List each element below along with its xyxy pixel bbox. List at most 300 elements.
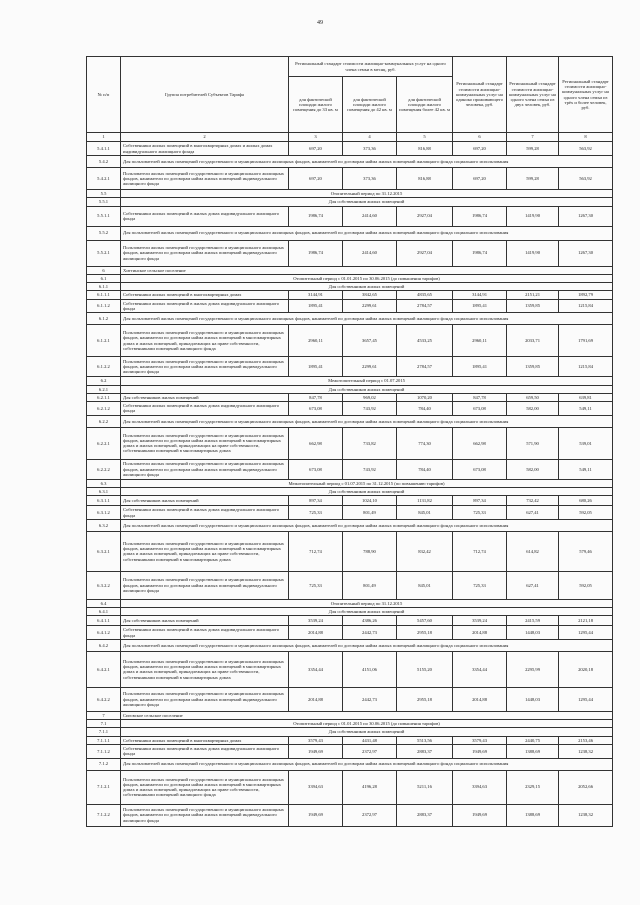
table-row (87, 266, 613, 274)
row-number: 6.2.1 (87, 385, 121, 393)
row-value: 788,90 (343, 531, 397, 571)
row-number: 6.1.2.2 (87, 357, 121, 377)
row-number: 6.4.1 (87, 608, 121, 616)
row-value: 373,36 (343, 142, 397, 156)
row-value: 673,08 (289, 402, 343, 416)
row-value: 659,50 (507, 393, 559, 401)
row-number: 7.1.1.2 (87, 745, 121, 759)
row-group-label: Пользователи жилых помещений государственного и муниципального жилищных фондов, наниматели по договорам найма жилых помещений в многоквартирных домах и жилых помещений, принадлежащих на праве собственности, собственниками помещений в многоквартирных домах (121, 531, 289, 571)
row-value: 816,88 (397, 142, 453, 156)
row-value: 733,82 (343, 427, 397, 459)
header-regional-standard: Региональный стандарт стоимости жилищно-коммунальных услуг на одного члена семьи в месяц, руб. (289, 57, 453, 77)
row-value: 897,34 (289, 496, 343, 506)
row-value: 614,82 (507, 531, 559, 571)
section-label: Для собственников жилых помещений (121, 608, 613, 616)
table-row (87, 758, 613, 770)
row-number: 6.1.2 (87, 313, 121, 325)
row-number: 5.5 (87, 190, 121, 198)
section-label: Для собственников жилых помещений (121, 385, 613, 393)
row-value: 3394,63 (453, 770, 507, 804)
table-row (87, 168, 613, 190)
section-title: Хиттинское сельское поселение (121, 266, 613, 274)
row-value: 1986,74 (289, 240, 343, 266)
table-row (87, 599, 613, 607)
row-number: 7.1.2 (87, 758, 121, 770)
row-value: 3354,44 (453, 651, 507, 687)
header-group: Группа потребителей Субъектов Тарифа (121, 57, 289, 133)
section-label: Для собственников жилых помещений (121, 283, 613, 291)
row-value: 1215,84 (559, 357, 613, 377)
table-row (87, 274, 613, 282)
row-number: 6.3.1.1 (87, 496, 121, 506)
row-group-label: Собственники жилых помещений в многоквартирных домах (121, 291, 289, 299)
row-value: 2960,11 (289, 325, 343, 357)
row-group-label: Пользователи жилых помещений государственного и муниципального жилищных фондов, наниматели по договорам найма жилых помещений индивидуального жилищного фонда (121, 459, 289, 479)
table-row (87, 626, 613, 640)
column-number: 4 (343, 133, 397, 142)
row-value: 563,92 (559, 142, 613, 156)
row-value: 4533,25 (397, 325, 453, 357)
row-value: 4196,28 (343, 770, 397, 804)
row-value: 2960,11 (453, 325, 507, 357)
row-value: 627,41 (507, 506, 559, 520)
row-value: 4431,48 (343, 736, 397, 744)
row-number: 6.4.1.1 (87, 616, 121, 626)
table-row (87, 459, 613, 479)
row-value: 549,11 (559, 402, 613, 416)
table-row (87, 531, 613, 571)
row-value: 673,08 (453, 402, 507, 416)
table-row (87, 496, 613, 506)
row-number: 5.4.1.1 (87, 142, 121, 156)
row-value: 1895,41 (289, 299, 343, 313)
row-number: 7.1.2.2 (87, 804, 121, 826)
table-row (87, 479, 613, 487)
table-row (87, 291, 613, 299)
row-value: 563,92 (559, 168, 613, 190)
row-value: 2955,18 (397, 626, 453, 640)
row-value: 847,78 (289, 393, 343, 401)
section-label: Для собственников жилых помещений (121, 728, 613, 736)
row-value: 712,74 (453, 531, 507, 571)
row-value: 1359,85 (507, 357, 559, 377)
section-label: Для пользователей жилых помещений государственного и муниципального жилищных фондов, нанимателей по договорам найма жилых помещений жилищного фонда социального использования (121, 758, 613, 770)
row-value: 2414,60 (343, 240, 397, 266)
row-number: 6.3.1.2 (87, 506, 121, 520)
row-value: 1949,69 (289, 745, 343, 759)
column-number: 5 (397, 133, 453, 142)
row-value: 2020,18 (559, 651, 613, 687)
row-value: 697,20 (289, 168, 343, 190)
row-value: 897,34 (453, 496, 507, 506)
table-row (87, 711, 613, 719)
row-number: 6.1.1.1 (87, 291, 121, 299)
table-row (87, 519, 613, 531)
table-row (87, 728, 613, 736)
table-row (87, 402, 613, 416)
header-c7: Региональный стандарт стоимости жилищно-коммунальных услуг на одного члена семьи из двух человек, руб. (507, 57, 559, 133)
page-number: 49 (317, 20, 323, 26)
column-number: 1 (87, 133, 121, 142)
row-value: 801,49 (343, 571, 397, 599)
row-value: 2014,88 (453, 626, 507, 640)
table-row (87, 616, 613, 626)
row-value: 2299,61 (343, 357, 397, 377)
row-value: 845,01 (397, 571, 453, 599)
row-value: 774,30 (397, 427, 453, 459)
row-value: 1949,69 (453, 804, 507, 826)
table-row (87, 198, 613, 206)
section-label: Для пользователей жилых помещений государственного и муниципального жилищных фондов, нанимателей по договорам найма жилых помещений жилищного фонда социального использования (121, 519, 613, 531)
table-row (87, 804, 613, 826)
row-value: 3579,43 (289, 736, 343, 744)
row-value: 2927,04 (397, 206, 453, 226)
row-number: 5.5.2 (87, 226, 121, 240)
row-value: 549,11 (559, 459, 613, 479)
header-c4: для фактической площади жилого помещения до 42 кв. м (343, 77, 397, 133)
row-group-label: Собственники жилых помещений в многоквартирных домах (121, 736, 289, 744)
row-group-label: Для собственников жилых помещений (121, 496, 289, 506)
row-group-label: Пользователи жилых помещений государственного и муниципального жилищных фондов, наниматели по договорам найма жилых помещений индивидуального жилищного фонда (121, 240, 289, 266)
row-value: 801,49 (343, 506, 397, 520)
table-row (87, 427, 613, 459)
row-group-label: Пользователи жилых помещений государственного и муниципального жилищных фондов, наниматели по договорам найма жилых помещений в многоквартирных домах и жилых помещений, принадлежащих на праве собственности, собственниками помещений в многоквартирных домах (121, 427, 289, 459)
row-group-label: Собственники жилых помещений в жилых домах индивидуального жилищного фонда (121, 745, 289, 759)
row-number: 6.2.2.1 (87, 427, 121, 459)
row-value: 743,92 (343, 459, 397, 479)
section-label: Для пользователей жилых помещений государственного и муниципального жилищных фондов, нанимателей по договорам найма жилых помещений жилищного фонда социального использования (121, 156, 613, 168)
row-value: 1215,84 (559, 299, 613, 313)
row-value: 2883,37 (397, 804, 453, 826)
table-row (87, 608, 613, 616)
row-value: 2442,73 (343, 626, 397, 640)
row-value: 3539,24 (453, 616, 507, 626)
header-c5: для фактической площади жилого помещения более 42 кв. м (397, 77, 453, 133)
row-value: 4386,26 (343, 616, 397, 626)
column-number: 7 (507, 133, 559, 142)
row-value: 673,08 (453, 459, 507, 479)
row-group-label: Пользователи жилых помещений государственного и муниципального жилищных фондов, наниматели по договорам найма жилых помещений индивидуального жилищного фонда (121, 571, 289, 599)
row-value: 2014,88 (453, 687, 507, 711)
row-value: 725,33 (453, 506, 507, 520)
row-value: 3394,63 (289, 770, 343, 804)
row-value: 1238,32 (559, 804, 613, 826)
row-value: 732,42 (507, 496, 559, 506)
row-value: 1024,10 (343, 496, 397, 506)
row-group-label: Собственники жилых помещений в жилых домах индивидуального жилищного фонда (121, 299, 289, 313)
table-row (87, 506, 613, 520)
row-value: 1791,69 (559, 325, 613, 357)
row-value: 1267,30 (559, 206, 613, 226)
row-value: 373,36 (343, 168, 397, 190)
row-number: 6.4.2.1 (87, 651, 121, 687)
row-group-label: Собственники жилых помещений в жилых домах индивидуального жилищного фонда (121, 402, 289, 416)
row-group-label: Пользователи жилых помещений государственного и муниципального жилищных фондов, наниматели по договорам найма жилых помещений в многоквартирных домах и жилых помещений, принадлежащих на праве собственности, собственниками помещений жилищного фонда (121, 770, 289, 804)
row-value: 2440,75 (507, 736, 559, 744)
row-value: 1295,44 (559, 626, 613, 640)
row-value: 784,40 (397, 459, 453, 479)
row-value: 2151,21 (507, 291, 559, 299)
table-row (87, 313, 613, 325)
row-number: 6.3.2.2 (87, 571, 121, 599)
row-value: 680,26 (559, 496, 613, 506)
row-value: 3144,91 (453, 291, 507, 299)
row-value: 673,08 (289, 459, 343, 479)
row-number: 6 (87, 266, 121, 274)
table-row (87, 571, 613, 599)
row-value: 592,05 (559, 571, 613, 599)
row-value: 599,28 (507, 142, 559, 156)
row-number: 6.3.2 (87, 519, 121, 531)
row-number: 6.2.2.2 (87, 459, 121, 479)
column-number: 6 (453, 133, 507, 142)
row-group-label: Пользователи жилых помещений государственного и муниципального жилищных фондов, наниматели по договорам найма жилых помещений в многоквартирных домах и жилых помещений, принадлежащих на праве собственности, собственниками помещений жилищного фонда (121, 325, 289, 357)
row-number: 6.3.1 (87, 487, 121, 495)
row-value: 1986,74 (289, 206, 343, 226)
row-value: 832,42 (397, 531, 453, 571)
tariff-table (86, 56, 613, 827)
row-value: 5513,56 (397, 736, 453, 744)
row-value: 2955,18 (397, 687, 453, 711)
row-value: 697,20 (453, 142, 507, 156)
row-value: 3579,43 (453, 736, 507, 744)
section-label: Отопительный период по 31.12.2015 (121, 599, 613, 607)
row-group-label: Для собственников жилых помещений (121, 393, 289, 401)
table-row (87, 377, 613, 385)
header-c6: Региональный стандарт стоимости жилищно-коммунальных услуг на одиноко проживающего человека, руб. (453, 57, 507, 133)
row-value: 582,00 (507, 402, 559, 416)
column-number: 3 (289, 133, 343, 142)
header-c8: Региональный стандарт стоимости жилищно-коммунальных услуг на одного члена семьи из трёх и более человек, руб. (559, 57, 613, 133)
table-row (87, 357, 613, 377)
row-value: 5211,16 (397, 770, 453, 804)
row-number: 7.1.2.1 (87, 770, 121, 804)
section-label: Отопительный период с 01.01.2015 по 30.06.2015 (до повышения тарифов) (121, 274, 613, 282)
row-number: 5.5.1.1 (87, 206, 121, 226)
row-value: 1949,69 (289, 804, 343, 826)
row-value: 1895,41 (289, 357, 343, 377)
row-value: 1895,41 (453, 357, 507, 377)
row-value: 3842,65 (343, 291, 397, 299)
row-group-label: Собственники жилых помещений в многоквартирных домах и жилых домах индивидуального жилищного фонда (121, 142, 289, 156)
row-number: 6.4.2.2 (87, 687, 121, 711)
row-value: 2372,97 (343, 745, 397, 759)
section-label: Для пользователей жилых помещений государственного и муниципального жилищных фондов, нанимателей по договорам найма жилых помещений жилищного фонда социального использования (121, 313, 613, 325)
section-label: Межотопительный период с 01.07.2015 (121, 377, 613, 385)
row-value: 1419,90 (507, 240, 559, 266)
row-value: 2299,61 (343, 299, 397, 313)
row-value: 743,92 (343, 402, 397, 416)
row-number: 6.4 (87, 599, 121, 607)
section-label: Для пользователей жилых помещений государственного и муниципального жилищных фондов, нанимателей по договорам найма жилых помещений жилищного фонда социального использования (121, 226, 613, 240)
row-value: 2372,97 (343, 804, 397, 826)
row-value: 2442,73 (343, 687, 397, 711)
row-value: 3657,45 (343, 325, 397, 357)
row-value: 579,46 (559, 531, 613, 571)
row-number: 7.1.1 (87, 728, 121, 736)
row-value: 639,81 (559, 393, 613, 401)
row-value: 725,33 (289, 571, 343, 599)
row-number: 6.4.2 (87, 639, 121, 651)
row-group-label: Собственники жилых помещений в жилых домах индивидуального жилищного фонда (121, 626, 289, 640)
header-c3: для фактической площади жилого помещения до 33 кв. м (289, 77, 343, 133)
row-value: 3354,44 (289, 651, 343, 687)
row-value: 1448,03 (507, 687, 559, 711)
row-value: 1892,79 (559, 291, 613, 299)
row-number: 6.4.1.2 (87, 626, 121, 640)
row-number: 5.4.2 (87, 156, 121, 168)
table-row (87, 385, 613, 393)
row-value: 2033,71 (507, 325, 559, 357)
row-value: 2014,88 (289, 687, 343, 711)
table-body (87, 142, 613, 827)
table-row (87, 415, 613, 427)
row-value: 4835,65 (397, 291, 453, 299)
row-value: 1388,69 (507, 804, 559, 826)
row-value: 662,98 (289, 427, 343, 459)
row-value: 1359,85 (507, 299, 559, 313)
row-group-label: Пользователи жилых помещений государственного и муниципального жилищных фондов, наниматели по договорам найма жилых помещений индивидуального жилищного фонда (121, 687, 289, 711)
row-value: 1949,69 (453, 745, 507, 759)
row-value: 1419,90 (507, 206, 559, 226)
row-value: 599,28 (507, 168, 559, 190)
row-number: 6.2.1.2 (87, 402, 121, 416)
table-row (87, 651, 613, 687)
row-value: 662,98 (453, 427, 507, 459)
row-group-label: Собственники жилых помещений в жилых домах индивидуального жилищного фонда (121, 206, 289, 226)
row-value: 539,01 (559, 427, 613, 459)
row-value: 582,00 (507, 459, 559, 479)
row-number: 6.1.1 (87, 283, 121, 291)
section-label: Отопительный период с 01.01.2015 по 30.06.2015 (до повышения тарифов) (121, 720, 613, 728)
row-number: 7.1.1.1 (87, 736, 121, 744)
row-value: 784,40 (397, 402, 453, 416)
row-value: 816,88 (397, 168, 453, 190)
row-value: 2784,57 (397, 357, 453, 377)
section-label: Для пользователей жилых помещений государственного и муниципального жилищных фондов, нанимателей по договорам найма жилых помещений жилищного фонда социального использования (121, 415, 613, 427)
table-row (87, 487, 613, 495)
header-num: № п/п (87, 57, 121, 133)
row-number: 5.5.2.1 (87, 240, 121, 266)
row-value: 2153,46 (559, 736, 613, 744)
row-group-label: Пользователи жилых помещений государственного и муниципального жилищных фондов, наниматели по договорам найма жилых помещений индивидуального жилищного фонда (121, 804, 289, 826)
table-row (87, 283, 613, 291)
row-group-label: Собственники жилых помещений в жилых домах индивидуального жилищного фонда (121, 506, 289, 520)
column-numbers-row (87, 133, 613, 142)
row-value: 4151,06 (343, 651, 397, 687)
row-value: 1448,03 (507, 626, 559, 640)
row-value: 1986,74 (453, 206, 507, 226)
table-row (87, 226, 613, 240)
row-value: 697,20 (289, 142, 343, 156)
table-row (87, 240, 613, 266)
row-number: 6.1.1.2 (87, 299, 121, 313)
row-number: 6.2 (87, 377, 121, 385)
row-value: 712,74 (289, 531, 343, 571)
table-row (87, 639, 613, 651)
section-label: Для пользователей жилых помещений государственного и муниципального жилищных фондов, нанимателей по договорам найма жилых помещений жилищного фонда социального использования (121, 639, 613, 651)
row-value: 2295,99 (507, 651, 559, 687)
row-number: 6.1.2.1 (87, 325, 121, 357)
row-group-label: Для собственников жилых помещений (121, 616, 289, 626)
section-label: Для собственников жилых помещений (121, 487, 613, 495)
row-group-label: Пользователи жилых помещений государственного и муниципального жилищных фондов, наниматели по договорам найма жилых помещений в многоквартирных домах и жилых помещений, принадлежащих на праве собственности, собственниками помещений в многоквартирных домах (121, 651, 289, 687)
row-value: 2927,04 (397, 240, 453, 266)
table-row (87, 325, 613, 357)
row-value: 1267,30 (559, 240, 613, 266)
table-row (87, 745, 613, 759)
row-number: 6.3 (87, 479, 121, 487)
row-value: 627,41 (507, 571, 559, 599)
row-number: 5.5.1 (87, 198, 121, 206)
row-value: 592,05 (559, 506, 613, 520)
row-value: 1238,32 (559, 745, 613, 759)
row-value: 571,90 (507, 427, 559, 459)
row-value: 1131,82 (397, 496, 453, 506)
row-group-label: Пользователи жилых помещений государственного и муниципального жилищных фондов, наниматели по договорам найма жилых помещений индивидуального жилищного фонда (121, 168, 289, 190)
section-label: Отопительный период по 31.12.2015 (121, 190, 613, 198)
row-value: 2415,59 (507, 616, 559, 626)
row-value: 1070,20 (397, 393, 453, 401)
table-row (87, 156, 613, 168)
row-value: 725,33 (453, 571, 507, 599)
table-row (87, 770, 613, 804)
table-row (87, 393, 613, 401)
row-value: 2329,15 (507, 770, 559, 804)
row-value: 847,78 (453, 393, 507, 401)
row-number: 7.1 (87, 720, 121, 728)
table-row (87, 299, 613, 313)
row-value: 697,20 (453, 168, 507, 190)
row-value: 3144,91 (289, 291, 343, 299)
row-value: 2883,37 (397, 745, 453, 759)
table-row (87, 206, 613, 226)
row-group-label: Пользователи жилых помещений государственного и муниципального жилищных фондов, наниматели по договорам найма жилых помещений индивидуального жилищного фонда (121, 357, 289, 377)
row-number: 6.2.1.1 (87, 393, 121, 401)
column-number: 8 (559, 133, 613, 142)
table-row (87, 142, 613, 156)
row-value: 2014,88 (289, 626, 343, 640)
row-value: 1986,74 (453, 240, 507, 266)
row-value: 2121,18 (559, 616, 613, 626)
row-value: 1388,69 (507, 745, 559, 759)
section-title: Сиговское сельское поселение (121, 711, 613, 719)
row-value: 5457,60 (397, 616, 453, 626)
table-row (87, 720, 613, 728)
row-value: 3539,24 (289, 616, 343, 626)
row-value: 1295,44 (559, 687, 613, 711)
row-number: 6.2.2 (87, 415, 121, 427)
section-label: Межотопительный период с 01.07.2015 по 31.12.2015 (по повышению тарифов) (121, 479, 613, 487)
row-value: 2784,57 (397, 299, 453, 313)
row-value: 1895,41 (453, 299, 507, 313)
row-number: 6.1 (87, 274, 121, 282)
row-value: 5155,20 (397, 651, 453, 687)
row-number: 5.4.2.1 (87, 168, 121, 190)
row-number: 6.3.2.1 (87, 531, 121, 571)
row-value: 969,02 (343, 393, 397, 401)
row-value: 2414,60 (343, 206, 397, 226)
section-label: Для собственников жилых помещений (121, 198, 613, 206)
row-number: 7 (87, 711, 121, 719)
row-value: 725,33 (289, 506, 343, 520)
column-number: 2 (121, 133, 289, 142)
table-row (87, 687, 613, 711)
table-row (87, 736, 613, 744)
table-row (87, 190, 613, 198)
row-value: 2052,66 (559, 770, 613, 804)
row-value: 845,01 (397, 506, 453, 520)
